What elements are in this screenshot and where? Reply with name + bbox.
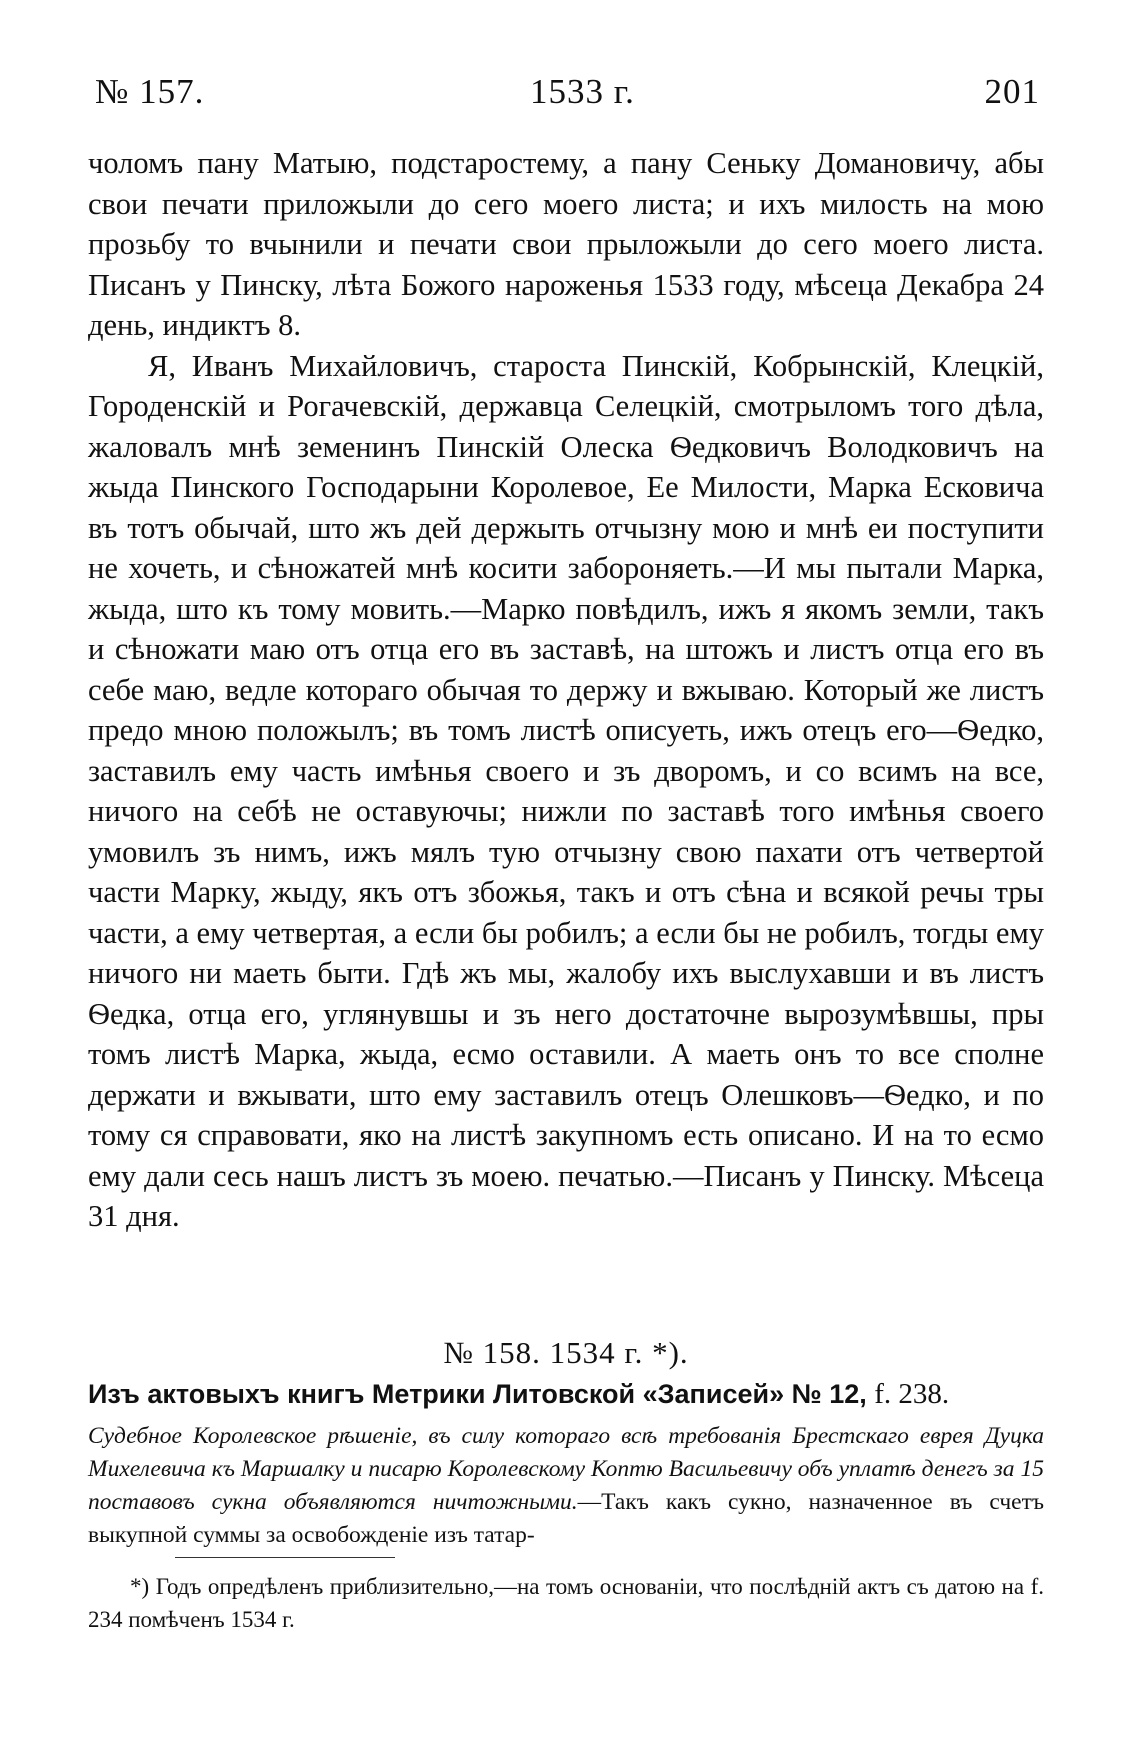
- summary-text: —Такъ какъ сукно, назначенное въ счетъ выкупной суммы за освобожденіе изъ татар-: [88, 1489, 1045, 1548]
- document-heading: № 158. 1534 г. *).: [443, 1335, 689, 1370]
- summary-italic: Судебное Королевское рѣшеніе, въ силу котораго всѣ требованія Брестскаго еврея Дуцка Михелевича къ Маршалку и писарю Королевскому Коптю Васильевичу объ уплатѣ денегъ за 15 поставовъ сукна объявляются ничтожными.: [88, 1423, 1044, 1515]
- paragraph-judgment: Я, Иванъ Михайловичъ, староста Пинскій, Кобрынскій, Клецкій, Городенскій и Рогачевскій, державца Селецкій, смотрыломъ того дѣла, жаловалъ мнѣ земенинъ Пинскій Олеска Ѳедковичъ Володковичъ на жыда Пинского Господарыни Королевое, Ее Милости, Марка Есковича въ тотъ обычай, што жъ дей держыть отчызну мою и мнѣ еи поступити не хочеть, и сѣножатей мнѣ косити забороняеть.—И мы пытали Марка, жыда, што къ тому мовить.—Марко повѣдилъ, ижъ я якомъ земли, такъ и сѣножати маю отъ отца его въ заставѣ, на штожъ и листъ отца его въ себе маю, ведле котораго обычая то держу и вжываю. Который же листъ предо мною положылъ; въ томъ листѣ описуеть, ижъ отецъ его—Ѳедко, заставилъ ему часть имѣнья своего и зъ дворомъ, и со всимъ на все, ничого на себѣ не оставуючы; нижли по заставѣ того имѣнья своего умовилъ зъ нимъ, ижъ мялъ тую отчызну свою пахати отъ четвертой части Марку, жыду, якъ отъ збожья, такъ и отъ сѣна и всякой речы тры части, а ему четвертая, а если бы робилъ; а если бы не робилъ, тогды ему ничого ни маеть быти. Гдѣ жъ мы, жалобу ихъ выслухавши и въ листъ Ѳедка, отца его, углянувшы и зъ него достаточне вырозумѣвшы, пры томъ листѣ Марка, жыда, есмо оставили. А маеть онъ то все сполне держати и вжывати, што ему заставилъ отецъ Олешковъ—Ѳедко, и по тому ся справовати, яко на листѣ закупномъ есть описано. И на то есмо ему дали сесь нашъ листъ зъ моею. печатью.—Писанъ у Пинску. Мѣсеца 31 дня.: [88, 348, 1044, 1233]
- document-summary: [88, 1420, 1044, 1552]
- paragraph-continuation: чоломъ пану Матыю, подстаростему, а пану Сеньку Домановичу, абы свои печати приложыли до сего моего листа; и ихъ милость на мою прозьбу то вчынили и печати свои прыложыли до сего моего листа. Писанъ у Пинску, лѣта Божого нароженья 1533 году, мѣсеца Декабра 24 день, индиктъ 8.: [88, 146, 1044, 342]
- main-text: [88, 143, 1044, 1237]
- running-head: [95, 72, 1040, 122]
- year-header: 1533 г.: [530, 72, 635, 111]
- footnote-divider: [175, 1557, 395, 1558]
- source-title: Изъ актовыхъ книгъ Метрики Литовской «Записей» № 12,: [88, 1379, 867, 1409]
- page-number: 201: [984, 72, 1040, 111]
- source-reference: [88, 1378, 1044, 1411]
- footnote: *) Годъ опредѣленъ приблизительно,—на томъ основаніи, что послѣдній актъ съ датою на f. 234 помѣченъ 1534 г.: [88, 1574, 1044, 1632]
- source-folio: f. 238.: [874, 1378, 950, 1410]
- document-number-header: № 157.: [95, 72, 205, 111]
